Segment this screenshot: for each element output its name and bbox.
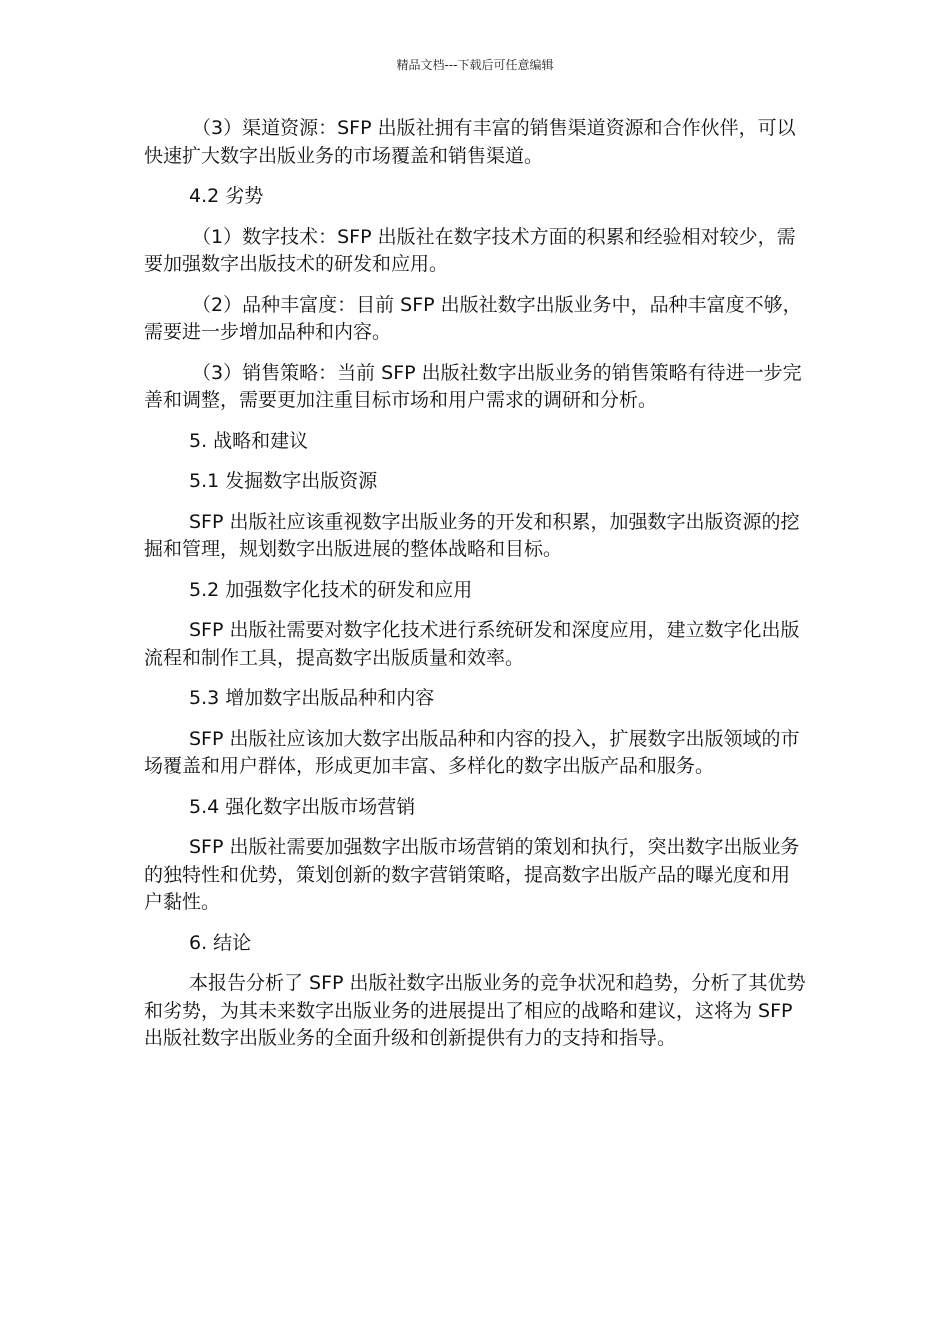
paragraph-variety-richness: （2）品种丰富度：目前 SFP 出版社数字出版业务中，品种丰富度不够，需要进一步增加品种和内容。 [144,293,802,343]
heading-6-conclusion: 6. 结论 [189,931,252,954]
paragraph-5-3: SFP 出版社应该加大数字出版品种和内容的投入，扩展数字出版领域的市场覆盖和用户群体，形成更加丰富、多样化的数字出版产品和服务。 [144,727,800,777]
paragraph-channel-resources: （3）渠道资源：SFP 出版社拥有丰富的销售渠道资源和合作伙伴，可以快速扩大数字出版业务的市场覆盖和销售渠道。 [144,117,796,167]
document-body [144,115,808,1066]
paragraph-conclusion: 本报告分析了 SFP 出版社数字出版业务的竞争状况和趋势，分析了其优势和劣势，为其未来数字出版业务的进展提出了相应的战略和建议，这将为 SFP 出版社数字出版业务的全面升级和创新提供有力的支持和指导。 [144,972,806,1049]
page-header: 精品文档---下载后可任意编辑 [396,58,554,72]
paragraph-sales-strategy: （3）销售策略：当前 SFP 出版社数字出版业务的销售策略有待进一步完善和调整，需要更加注重目标市场和用户需求的调研和分析。 [144,361,802,411]
paragraph-5-4: SFP 出版社需要加强数字出版市场营销的策划和执行，突出数字出版业务的独特性和优势，策划创新的数字营销策略，提高数字出版产品的曝光度和用户黏性。 [144,836,800,913]
heading-5-1: 5.1 发掘数字出版资源 [189,470,378,492]
heading-5-strategy: 5. 战略和建议 [189,429,309,452]
paragraph-5-2: SFP 出版社需要对数字化技术进行系统研发和深度应用，建立数字化出版流程和制作工具，提高数字出版质量和效率。 [144,619,800,669]
heading-4-2-weaknesses: 4.2 劣势 [189,185,264,207]
heading-5-3: 5.3 增加数字出版品种和内容 [189,687,435,709]
heading-5-2: 5.2 加强数字化技术的研发和应用 [189,578,473,601]
paragraph-5-1: SFP 出版社应该重视数字出版业务的开发和积累，加强数字出版资源的挖掘和管理，规划数字出版进展的整体战略和目标。 [144,510,800,560]
paragraph-digital-technology: （1）数字技术：SFP 出版社在数字技术方面的积累和经验相对较少，需要加强数字出版技术的研发和应用。 [144,225,796,275]
heading-5-4: 5.4 强化数字出版市场营销 [189,795,416,818]
